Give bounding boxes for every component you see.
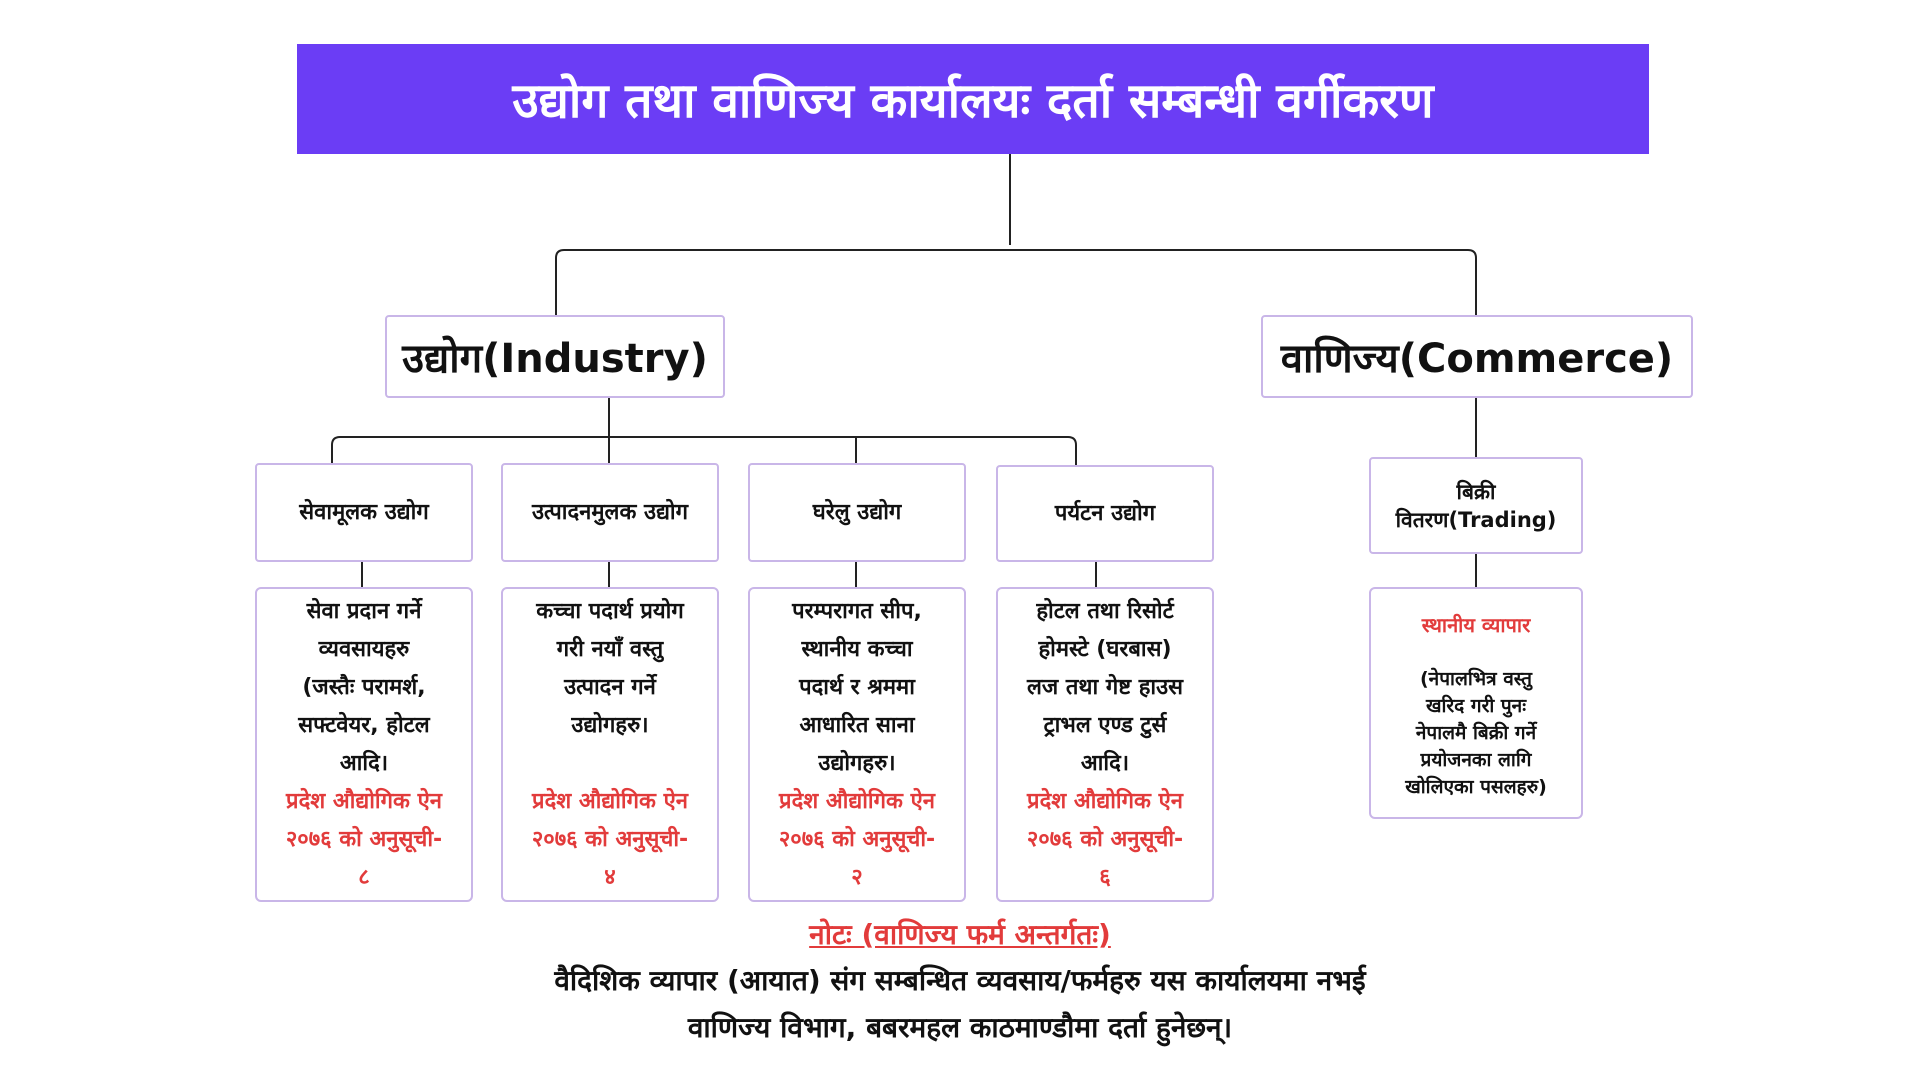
- description-line: आधारित साना: [799, 713, 915, 738]
- commerce-node: [1261, 315, 1693, 398]
- act-reference-line: २: [851, 865, 863, 890]
- description-line: सफ्टवेयर, होटल: [298, 713, 430, 738]
- act-reference-line: प्रदेश औद्योगिक ऐन: [1027, 789, 1183, 814]
- description-line: स्थानीय कच्चा: [801, 637, 913, 662]
- page-title: [297, 44, 1649, 154]
- description-line: उद्योगहरु।: [818, 751, 896, 776]
- category-label: घरेलु उद्योग: [812, 499, 902, 525]
- trade-line: प्रयोजनका लागि: [1420, 749, 1532, 771]
- connector-industry-bar: [332, 437, 1076, 465]
- trading-node: [1369, 457, 1583, 554]
- trade-line: खरिद गरी पुनः: [1425, 695, 1527, 717]
- category-tourism-industry: [996, 465, 1214, 562]
- description-service-industry: [255, 587, 473, 902]
- category-label: सेवामूलक उद्योग: [299, 499, 429, 525]
- note-heading: नोटः (वाणिज्य फर्म अन्तर्गतः): [809, 918, 1111, 951]
- description-line: व्यवसायहरु: [318, 637, 410, 662]
- trade-line: खोलिएका पसलहरु): [1405, 776, 1547, 798]
- act-reference-line: २०७६ को अनुसूची-: [778, 827, 936, 852]
- description-line: लज तथा गेष्ट हाउस: [1026, 675, 1184, 700]
- act-reference-line: २०७६ को अनुसूची-: [285, 827, 443, 852]
- note-line-2: वाणिज्य विभाग, बबरमहल काठमाण्डौमा दर्ता हुनेछन्।: [687, 1011, 1233, 1044]
- act-reference-line: ८: [358, 865, 370, 890]
- commerce-label: वाणिज्य(Commerce): [1280, 336, 1674, 382]
- act-reference-line: प्रदेश औद्योगिक ऐन: [286, 789, 442, 814]
- act-reference-line: ६: [1099, 865, 1111, 890]
- category-label: पर्यटन उद्योग: [1054, 500, 1156, 526]
- trading-label-line1: बिक्री: [1456, 479, 1496, 504]
- category-manufacturing-industry: [501, 463, 719, 562]
- note-line-1: वैदिशिक व्यापार (आयात) संग सम्बन्धित व्यवसाय/फर्महरु यस कार्यालयमा नभई: [554, 964, 1366, 997]
- act-reference-line: प्रदेश औद्योगिक ऐन: [532, 789, 688, 814]
- page-title-text: उद्योग तथा वाणिज्य कार्यालयः दर्ता सम्बन्धी वर्गीकरण: [512, 72, 1434, 129]
- description-tourism-industry: [996, 587, 1214, 902]
- description-line: आदि।: [1080, 751, 1130, 776]
- description-cottage-industry: [748, 587, 966, 902]
- act-reference-line: २०७६ को अनुसूची-: [1026, 827, 1184, 852]
- trade-line: (नेपालभित्र वस्तु: [1420, 668, 1532, 690]
- industry-node: [385, 315, 725, 398]
- trade-line: नेपालमै बिक्री गर्ने: [1415, 722, 1537, 744]
- description-line: परम्परागत सीप,: [792, 599, 922, 624]
- description-line: पदार्थ र श्रममा: [799, 675, 915, 700]
- local-trade-title: स्थानीय व्यापार: [1421, 613, 1531, 637]
- local-trade-box: [1369, 587, 1583, 819]
- description-line: होमस्टे (घरबास): [1038, 637, 1172, 662]
- category-service-industry: [255, 463, 473, 562]
- description-line: आदि।: [339, 751, 389, 776]
- connector-level1-bar: [556, 250, 1476, 316]
- act-reference-line: ४: [604, 865, 616, 890]
- description-manufacturing-industry: [501, 587, 719, 902]
- trading-label-line2: वितरण(Trading): [1395, 507, 1557, 532]
- description-line: (जस्तैः परामर्श,: [302, 675, 426, 700]
- description-line: होटल तथा रिसोर्ट: [1036, 599, 1174, 624]
- description-line: सेवा प्रदान गर्ने: [306, 599, 422, 624]
- description-line: गरी नयाँ वस्तु: [556, 637, 664, 662]
- act-reference-line: २०७६ को अनुसूची-: [531, 827, 689, 852]
- category-cottage-industry: [748, 463, 966, 562]
- industry-label: उद्योग(Industry): [402, 336, 708, 382]
- description-line: कच्चा पदार्थ प्रयोग: [536, 599, 684, 624]
- category-label: उत्पादनमुलक उद्योग: [531, 499, 689, 525]
- act-reference-line: प्रदेश औद्योगिक ऐन: [779, 789, 935, 814]
- description-line: ट्राभल एण्ड टुर्स: [1043, 713, 1167, 738]
- description-line: उद्योगहरु।: [571, 713, 649, 738]
- description-line: उत्पादन गर्ने: [564, 675, 656, 700]
